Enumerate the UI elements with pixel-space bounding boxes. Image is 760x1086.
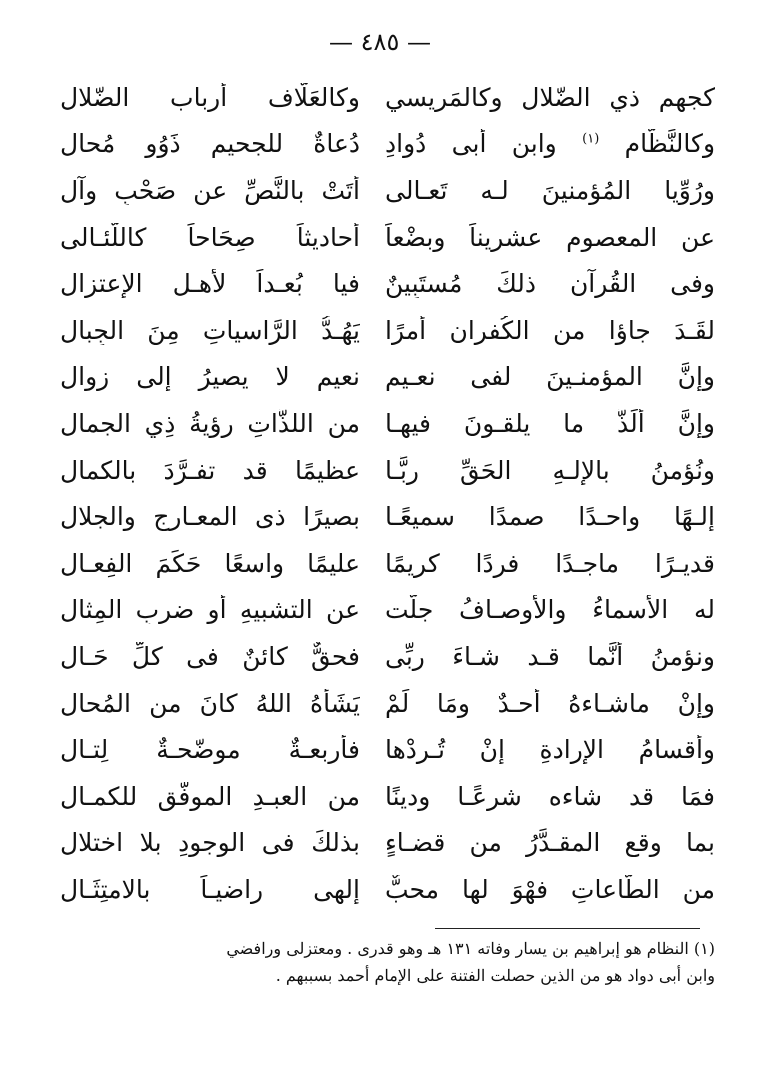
verse-line	[60, 633, 715, 680]
second-hemistich: فأربعـةٌ موضّحـةٌ لِتـالِ	[60, 735, 360, 765]
verse-line	[60, 400, 715, 447]
verse-line	[60, 540, 715, 587]
footnotes	[60, 935, 715, 989]
first-hemistich: ونُؤمنُ بالإلـهِ الحَقِّ ربًّـا	[385, 455, 715, 485]
first-hemistich: بما وقع المقـدَّرُ من قضـاءٍ	[385, 828, 715, 858]
second-hemistich: نعيمٍ لا يصيرُ إلى زوالِ	[60, 362, 360, 392]
second-hemistich: فيا بُعـداً لأَهـلِ الإعتزالِ	[60, 269, 360, 299]
footnote-line: (١) النظام هو إبراهيم بن يسار وفاته ١٣١ هـ وهو قدرى . ومعتزلى ورافضي	[226, 939, 715, 958]
second-hemistich-rest: وابنِ أبى دُوادِ	[385, 129, 557, 159]
second-hemistich: وكالعَلَّاف أرباب الضّلال	[60, 82, 360, 112]
first-hemistich: وأقسامُ الإرادةِ إنْ تُـرِدْها	[385, 735, 715, 765]
first-hemistich: وفى القُرآنِ ذلكَ مُستَبِينٌ	[385, 269, 715, 299]
first-hemistich: فمَا قد شاءه شرعًـا ودينًا	[385, 781, 715, 811]
first-hemistich: ورُوِّيا المُؤمنينَ لـه تَعـالى	[385, 175, 715, 205]
first-hemistich: وإنَّ المؤمنـينَ لفى نعـيمٍ	[385, 362, 715, 392]
verse-line	[60, 866, 715, 913]
verse-line	[60, 773, 715, 820]
verse-line	[60, 680, 715, 727]
second-hemistich: من العبـدِ الموفّق للكمـالِ	[60, 781, 360, 811]
second-hemistich: عليمًا واسعًا حَكَمَ الفِعـالِ	[60, 548, 360, 578]
verse-line	[60, 447, 715, 494]
second-hemistich: بذلكَ فى الوجودِ بلا اختلالِ	[60, 828, 360, 858]
second-hemistich: عن التشبيهِ أو ضربِ المِثالِ	[60, 595, 360, 625]
verse-line	[60, 307, 715, 354]
page-number: — ٤٨٥ —	[329, 28, 431, 56]
verse-line	[60, 260, 715, 307]
first-hemistich: ونؤمنُ أنَّما قـد شـاءَ ربِّى	[385, 641, 715, 671]
verse-line	[60, 121, 715, 168]
second-hemistich: إلهى راضيـاً بالامتِثَـالِ	[60, 874, 360, 904]
verse-line	[60, 354, 715, 401]
second-hemistich: فحقٌّ كائنٌ فى كلِّ حَـالِ	[60, 641, 360, 671]
first-hemistich: إلـهًا واحـدًا صمدًا سميعًـا	[385, 502, 715, 532]
first-hemistich: لقَـدَ جاؤا من الكُفرانِ أمرًا	[385, 315, 715, 345]
second-hemistich: عظيمًا قد تفـرَّدَ بالكمالِ	[60, 455, 360, 485]
second-hemistich: أتَتْ بالنَّصِّ عن صَحْبٍ وآلِ	[60, 175, 360, 205]
first-hemistich: قديـرًا ماجـدًا فردًا كريمًا	[385, 548, 715, 578]
verse-line	[60, 493, 715, 540]
footnote-line: وابن أبى دواد هو من الذين حصلت الفتنة على الإمام أحمد بسببهم .	[275, 966, 715, 985]
first-hemistich: كجهم ذي الضّلال وكالمَريسي	[385, 82, 715, 112]
second-hemistich: يَهُـدُّ الرَّاسياتِ مِنَ الجِبالِ	[60, 315, 360, 345]
first-hemistich: له الأسماءُ والأوصـافُ جلَّت	[385, 595, 715, 625]
first-hemistich: وإنَّ ألَذَّ ما يلقـونَ فيهـا	[385, 408, 715, 438]
poem	[60, 74, 715, 913]
second-hemistich: بصيرًا ذى المعـارج والجلالِ	[60, 502, 360, 532]
footnote-divider	[435, 928, 700, 929]
first-hemistich	[385, 129, 715, 158]
first-hemistich: وإنْ ماشـاءهُ أحـدٌ ومَا لَمْ	[385, 688, 715, 718]
footnote-marker: (١)	[582, 132, 600, 148]
first-hemistich: من الطَّاعاتِ فهْوَ لها محبٌّ	[385, 874, 715, 904]
verse-line	[60, 726, 715, 773]
second-hemistich-start: وكالنَّظَّام	[624, 129, 715, 159]
second-hemistich: أحاديثاً صِحَاحاً كاللَّئـالى	[60, 222, 360, 252]
verse-line	[60, 214, 715, 261]
second-hemistich: من اللذَّاتِ رؤيةُ ذِي الجمالِ	[60, 408, 360, 438]
verse-line	[60, 167, 715, 214]
second-hemistich: يَشَأْهُ اللهُ كانَ من المُحالِ	[60, 688, 360, 718]
verse-line	[60, 74, 715, 121]
verse-line	[60, 820, 715, 867]
second-hemistich: دُعاةٌ للجحيم ذَوُو مُحالِ	[60, 129, 360, 159]
verse-line	[60, 587, 715, 634]
first-hemistich: عن المعصومِ عشريناً وبضْعاً	[385, 222, 715, 252]
